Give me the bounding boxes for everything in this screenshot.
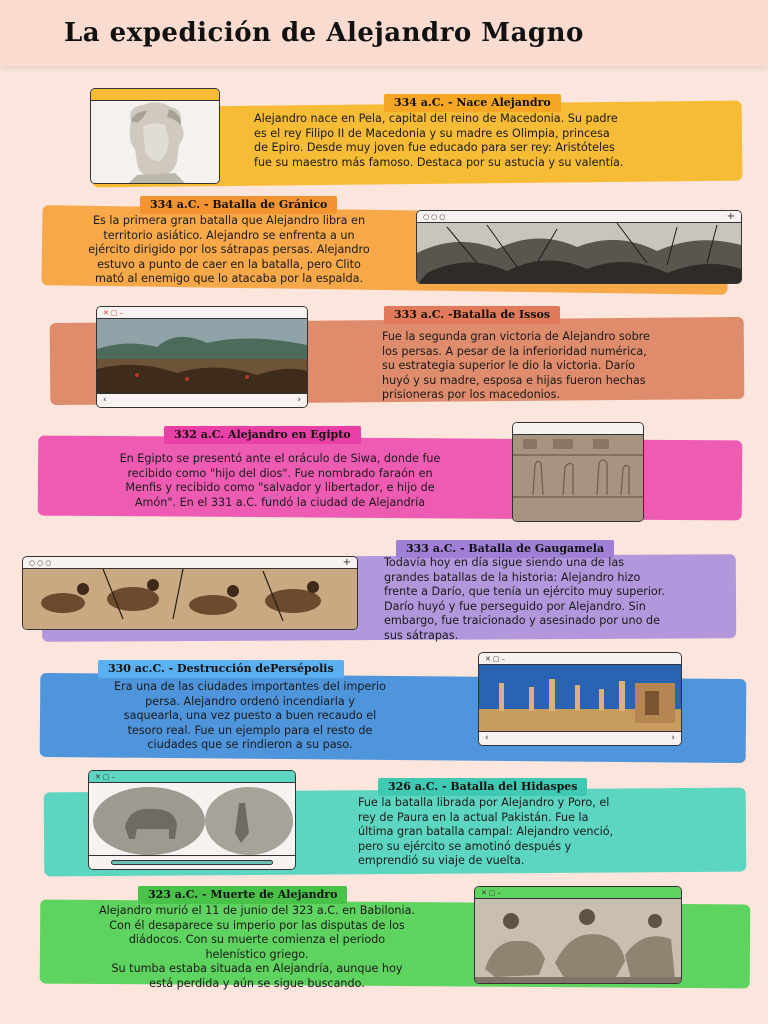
window-footer xyxy=(89,855,295,869)
sarcophagus-relief-image xyxy=(475,899,681,984)
text-line: territorio asiático. Alejandro se enfrenta a un xyxy=(103,228,355,242)
window-titlebar xyxy=(89,771,295,783)
text-line: Amón". En el 331 a.C. fundó la ciudad de Alejandría xyxy=(134,495,426,509)
text-line: su estrategia superior le dio la victoria. Darío xyxy=(382,359,636,373)
close-icon[interactable]: ✕▢– xyxy=(481,889,503,897)
text-line: Es la primera gran batalla que Alejandro libra en xyxy=(92,214,366,227)
event-text-2 xyxy=(44,214,414,287)
window-footer xyxy=(97,393,307,407)
window-titlebar xyxy=(417,211,741,223)
text-line: persa. Alejandro ordenó incendiarla y xyxy=(145,694,355,708)
text-line: frente a Darío, que tenía un ejército muy superior. xyxy=(384,585,665,599)
event-text-8 xyxy=(52,904,462,992)
persepolis-ruins-image xyxy=(479,665,681,731)
text-line: Su tumba estaba situada en Alejandría, aunque hoy xyxy=(111,962,403,976)
text-line: En Egipto se presentó ante el oráculo de Siwa, donde fue xyxy=(119,452,441,465)
text-line: está perdida y aún se sigue buscando. xyxy=(149,976,365,990)
elephant-coins-image xyxy=(89,783,295,857)
text-line: Con él desaparece su imperio por las disputas de los xyxy=(109,918,405,932)
text-line: sus sátrapas. xyxy=(384,628,459,642)
event-text-7 xyxy=(358,796,738,869)
text-line: saquearla, una vez puesto a buen recaudo el xyxy=(123,709,377,723)
event-label-6: 330 ac.C. - Destrucción dePersépolis xyxy=(98,660,344,678)
granicus-engraving-image xyxy=(417,223,741,284)
text-line: Fue la segunda gran victoria de Alejandro sobre xyxy=(382,330,650,343)
text-line: de Epiro. Desde muy joven fue educado para ser rey: Aristóteles xyxy=(254,141,615,155)
window-dots-icon: ○○○ xyxy=(29,559,54,567)
arrow-right-icon[interactable]: › xyxy=(297,395,301,405)
text-line: mató al enemigo que lo atacaba por la espalda. xyxy=(94,272,364,286)
egyptian-relief-image xyxy=(513,435,643,522)
arrow-right-icon[interactable]: › xyxy=(671,733,675,743)
close-icon[interactable]: ✕▢– xyxy=(103,309,125,317)
gaugamela-mosaic-image xyxy=(23,569,357,630)
event-label-8: 323 a.C. - Muerte de Alejandro xyxy=(138,886,347,904)
close-icon[interactable]: ✕▢– xyxy=(485,655,507,663)
image-slider[interactable] xyxy=(111,860,273,865)
window-titlebar xyxy=(97,307,307,319)
window-titlebar xyxy=(479,653,681,665)
window-titlebar xyxy=(91,89,219,101)
text-line: Alejandro nace en Pela, capital del reino de Macedonia. Su padre xyxy=(254,112,618,125)
image-window-5 xyxy=(22,556,358,630)
text-line: pero su ejército se amotinó después y xyxy=(358,839,572,853)
text-line: huyó y su madre, esposa e hijas fueron hechas xyxy=(382,373,646,387)
text-line: Alejandro murió el 11 de junio del 323 a.C. en Babilonia. xyxy=(98,904,416,917)
text-line: Fue la batalla librada por Alejandro y Poro, el xyxy=(358,796,610,809)
plus-icon[interactable]: + xyxy=(342,557,351,568)
event-text-3 xyxy=(382,330,732,403)
image-window-4 xyxy=(512,422,644,522)
text-line: rey de Paura en la actual Pakistán. Fue la xyxy=(358,810,589,824)
text-line: prisioneras por los macedonios. xyxy=(382,388,561,402)
text-line: recibido como "hijo del dios". Fue nombrado faraón en xyxy=(127,466,433,480)
event-label-3: 333 a.C. -Batalla de Issos xyxy=(384,306,560,324)
event-text-5 xyxy=(384,556,740,644)
text-line: ejército dirigido por los sátrapas persas. Alejandro xyxy=(88,243,370,257)
window-titlebar xyxy=(513,423,643,435)
event-label-1: 334 a.C. - Nace Alejandro xyxy=(384,94,561,112)
window-dots-icon: ○○○ xyxy=(423,213,448,221)
event-label-5: 333 a.C. - Batalla de Gaugamela xyxy=(396,540,614,558)
text-line: los persas. A pesar de la inferioridad numérica, xyxy=(382,344,647,358)
image-window-2 xyxy=(416,210,742,284)
text-line: Todavía hoy en día sigue siendo una de las xyxy=(384,556,625,569)
plus-icon[interactable]: + xyxy=(726,211,735,222)
event-label-7: 326 a.C. - Batalla del Hidaspes xyxy=(378,778,587,796)
text-line: tesoro real. Fue un ejemplo para el resto de xyxy=(127,723,373,737)
text-line: grandes batallas de la historia: Alejandro hizo xyxy=(384,570,641,584)
text-line: Menfis y recibido como "salvador y libertador, e hijo de xyxy=(125,481,435,495)
event-label-4: 332 a.C. Alejandro en Egipto xyxy=(164,426,361,444)
text-line: fue su maestro más famoso. Destaca por su astucia y su valentía. xyxy=(254,155,624,169)
text-line: emprendió su viaje de vuelta. xyxy=(358,854,525,868)
image-window-3 xyxy=(96,306,308,408)
event-text-1 xyxy=(254,112,724,170)
image-window-7 xyxy=(88,770,296,870)
text-line: embargo, fue traicionado y asesinado por uno de xyxy=(384,614,660,628)
text-line: Era una de las ciudades importantes del imperio xyxy=(114,680,386,693)
window-footer xyxy=(479,731,681,745)
event-text-4 xyxy=(70,452,490,510)
bust-of-alexander-image xyxy=(91,101,219,184)
arrow-left-icon[interactable]: ‹ xyxy=(103,395,107,405)
text-line: es el rey Filipo II de Macedonia y su madre es Olimpia, princesa xyxy=(254,126,610,140)
image-window-1 xyxy=(90,88,220,184)
event-label-2: 334 a.C. - Batalla de Gránico xyxy=(140,196,337,214)
event-text-6 xyxy=(60,680,440,753)
text-line: diádocos. Con su muerte comienza el periodo xyxy=(128,933,386,947)
arrow-left-icon[interactable]: ‹ xyxy=(485,733,489,743)
image-window-8 xyxy=(474,886,682,984)
page-title: La expedición de Alejandro Magno xyxy=(64,18,584,48)
close-icon[interactable]: ✕▢– xyxy=(95,773,117,781)
image-window-6 xyxy=(478,652,682,746)
window-titlebar xyxy=(475,887,681,899)
window-titlebar xyxy=(23,557,357,569)
text-line: Darío huyó y fue perseguido por Alejandro. Sin xyxy=(384,599,646,613)
text-line: estuvo a punto de caer en la batalla, pero Clito xyxy=(97,257,361,271)
text-line: última gran batalla campal: Alejandro venció, xyxy=(358,825,614,839)
issus-painting-image xyxy=(97,319,307,395)
text-line: helenístico griego. xyxy=(205,947,309,961)
text-line: ciudades que se rindieron a su paso. xyxy=(147,738,353,752)
